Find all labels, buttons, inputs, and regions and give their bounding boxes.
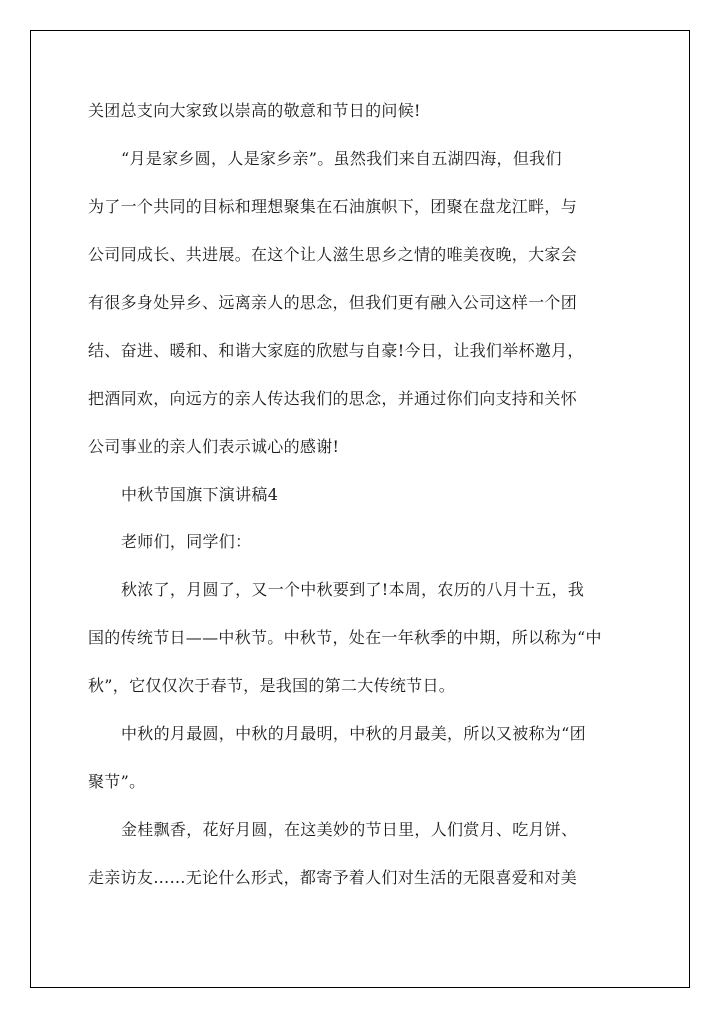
text-line: 中秋的月最圆，中秋的月最明，中秋的月最美，所以又被称为“团	[121, 724, 586, 743]
page-border	[30, 30, 690, 988]
text-line: 金桂飘香，花好月圆，在这美妙的节日里，人们赏月、吃月饼、	[121, 820, 578, 839]
text-line: 把酒同欢，向远方的亲人传达我们的思念，并通过你们向支持和关怀	[88, 389, 578, 408]
text-line: 秋浓了，月圆了，又一个中秋要到了!本周，农历的八月十五，我	[121, 580, 585, 599]
salutation: 老师们，同学们：	[121, 532, 252, 551]
text-line: “月是家乡圆，人是家乡亲”。虽然我们来自五湖四海，但我们	[121, 149, 562, 168]
text-line: 秋”，它仅仅次于春节，是我国的第二大传统节日。	[88, 676, 456, 695]
text-line: 公司事业的亲人们表示诚心的感谢!	[88, 437, 340, 456]
text-line: 为了一个共同的目标和理想聚集在石油旗帜下，团聚在盘龙江畔，与	[88, 197, 578, 216]
text-line: 结、奋进、暖和、和谐大家庭的欣慰与自豪!今日，让我们举杯邀月，	[88, 341, 584, 360]
text-line: 走亲访友……无论什么形式，都寄予着人们对生活的无限喜爱和对美	[88, 868, 578, 887]
text-line: 关团总支向大家致以崇高的敬意和节日的问候!	[88, 101, 421, 120]
text-line: 公司同成长、共进展。在这个让人滋生思乡之情的唯美夜晚，大家会	[88, 245, 578, 264]
section-heading: 中秋节国旗下演讲稿4	[121, 485, 279, 504]
text-line: 国的传统节日——中秋节。中秋节，处在一年秋季的中期，所以称为“中	[88, 628, 602, 647]
text-line: 聚节”。	[88, 772, 146, 791]
text-line: 有很多身处异乡、远离亲人的思念，但我们更有融入公司这样一个团	[88, 293, 578, 312]
